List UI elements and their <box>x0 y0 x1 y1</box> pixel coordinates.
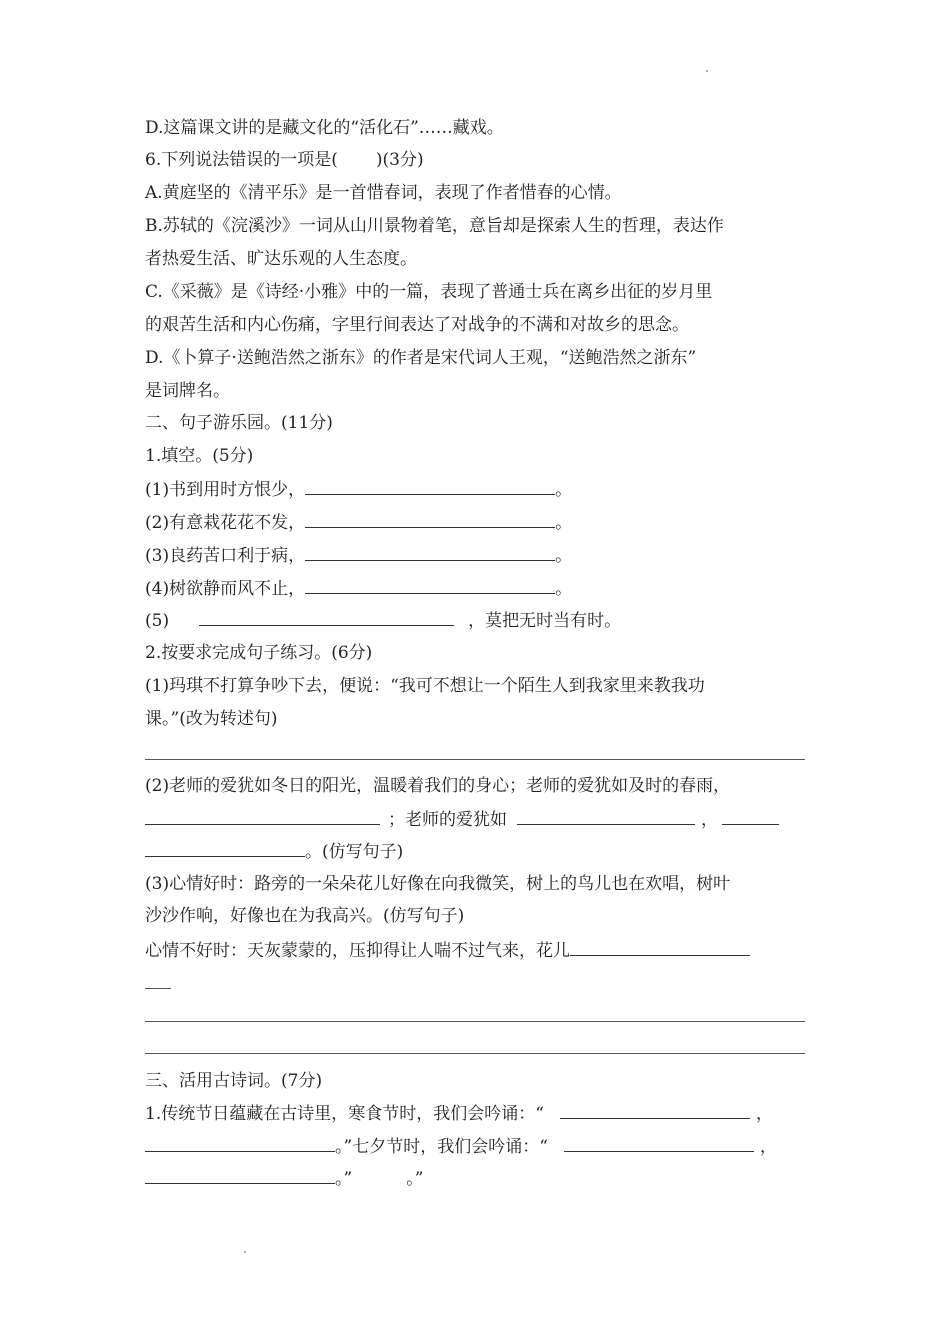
q6-stem-text: 6.下列说法错误的一项是( <box>145 150 338 170</box>
fill-item-1-text: (1)书到用时方恨少， <box>145 480 306 500</box>
q6-option-b-line2: 者热爱生活、旷达乐观的人生态度。 <box>145 249 417 269</box>
poem-q1-line3-end: 。” <box>335 1169 353 1189</box>
practice-3-line3 <box>145 939 750 962</box>
practice-2-blank-3[interactable] <box>722 808 779 825</box>
poem-q1-line3-end2: 。” <box>406 1169 424 1189</box>
practice-2-mid-text: ；老师的爱犹如 <box>388 810 507 830</box>
q6-option-b-line1: B.苏轼的《浣溪沙》一词从山川景物着笔，意旨却是探索人生的哲理，表达作 <box>145 216 724 236</box>
answer-line-practice-1[interactable] <box>145 759 805 760</box>
q6-option-d-line1: D.《卜算子·送鲍浩然之浙东》的作者是宋代词人王观，“送鲍浩然之浙东” <box>145 348 697 368</box>
period: 。 <box>555 480 573 500</box>
q5-option-d: D.这篇课文讲的是藏文化的“活化石”……藏戏。 <box>145 118 504 138</box>
poem-blank-2[interactable] <box>145 1135 335 1152</box>
fill-item-5 <box>145 609 621 632</box>
practice-3-line1: (3)心情好时：路旁的一朵朵花儿好像在向我微笑，树上的鸟儿也在欢唱，树叶 <box>145 874 731 894</box>
practice-2-blank-1[interactable] <box>145 808 380 825</box>
q6-option-c-line1: C.《采薇》是《诗经·小雅》中的一篇，表现了普通士兵在离乡出征的岁月里 <box>145 282 713 302</box>
practice-2-line1: (2)老师的爱犹如冬日的阳光，温暖着我们的身心；老师的爱犹如及时的春雨， <box>145 776 731 796</box>
fill-item-4 <box>145 577 572 600</box>
fill-blank-1[interactable] <box>305 478 555 495</box>
practice-3-blank[interactable] <box>570 939 750 956</box>
fill-item-1 <box>145 478 572 501</box>
fill-item-5-suffix: ，莫把无时当有时。 <box>468 611 622 631</box>
fill-item-3 <box>145 544 572 567</box>
practice-1-line2: 课。”(改为转述句) <box>145 709 278 729</box>
fill-blank-3[interactable] <box>305 544 555 561</box>
poem-q1-line1 <box>145 1102 773 1125</box>
poem-q1-line2-text: 。”七夕节时，我们会吟诵：“ <box>335 1137 548 1157</box>
poem-blank-3[interactable] <box>564 1135 754 1152</box>
fill-item-5-prefix: (5) <box>145 611 170 631</box>
fill-item-2-text: (2)有意栽花花不发， <box>145 513 306 533</box>
q6-points: )(3分) <box>375 150 424 170</box>
poem-q1-text: 1.传统节日蕴藏在古诗里，寒食节时，我们会吟诵：“ <box>145 1104 544 1124</box>
period: 。 <box>555 513 573 533</box>
poem-blank-4[interactable] <box>145 1167 335 1184</box>
q6-stem <box>145 149 424 171</box>
poem-q1-line2 <box>145 1135 777 1158</box>
fill-title: 1.填空。(5分) <box>145 446 254 466</box>
practice-2-blank-3-cont[interactable] <box>145 840 305 857</box>
section3-title: 三、活用古诗词。(7分) <box>145 1071 323 1091</box>
comma: ， <box>759 1137 777 1157</box>
fill-blank-2[interactable] <box>305 511 555 528</box>
q6-option-c-line2: 的艰苦生活和内心伤痛，字里行间表达了对战争的不满和对故乡的思念。 <box>145 315 689 335</box>
practice-3-line2: 沙沙作响，好像也在为我高兴。(仿写句子) <box>145 906 465 926</box>
q6-option-a: A.黄庭坚的《清平乐》是一首惜春词，表现了作者惜春的心情。 <box>145 183 622 203</box>
practice-2-end: 。(仿写句子) <box>305 842 404 862</box>
fill-blank-5[interactable] <box>199 609 454 626</box>
section2-title: 二、句子游乐园。(11分) <box>145 413 333 433</box>
period: 。 <box>555 546 573 566</box>
practice-3-prompt: 心情不好时：天灰蒙蒙的，压抑得让人喘不过气来，花儿 <box>145 941 570 961</box>
practice-2-line2 <box>145 808 779 831</box>
practice-1-line1: (1)玛琪不打算争吵下去，便说：“我可不想让一个陌生人到我家里来教我功 <box>145 676 705 696</box>
scan-speck <box>706 70 708 72</box>
scan-speck <box>244 1251 246 1253</box>
fill-blank-4[interactable] <box>305 577 555 594</box>
comma: ， <box>755 1104 773 1124</box>
q6-option-d-line2: 是词牌名。 <box>145 381 230 401</box>
period: 。 <box>555 579 573 599</box>
practice-title: 2.按要求完成句子练习。(6分) <box>145 643 373 663</box>
poem-blank-1[interactable] <box>560 1102 750 1119</box>
answer-line-practice-3a[interactable] <box>145 1021 805 1022</box>
comma: ， <box>701 810 718 830</box>
answer-line-practice-3b[interactable] <box>145 1053 805 1054</box>
fill-item-2 <box>145 511 572 534</box>
practice-2-blank-2[interactable] <box>517 808 695 825</box>
answer-line-practice-3-cont[interactable] <box>145 988 171 989</box>
fill-item-3-text: (3)良药苦口利于病， <box>145 546 306 566</box>
practice-2-line3 <box>145 840 403 863</box>
poem-q1-line3 <box>145 1167 423 1190</box>
fill-item-4-text: (4)树欲静而风不止， <box>145 579 306 599</box>
